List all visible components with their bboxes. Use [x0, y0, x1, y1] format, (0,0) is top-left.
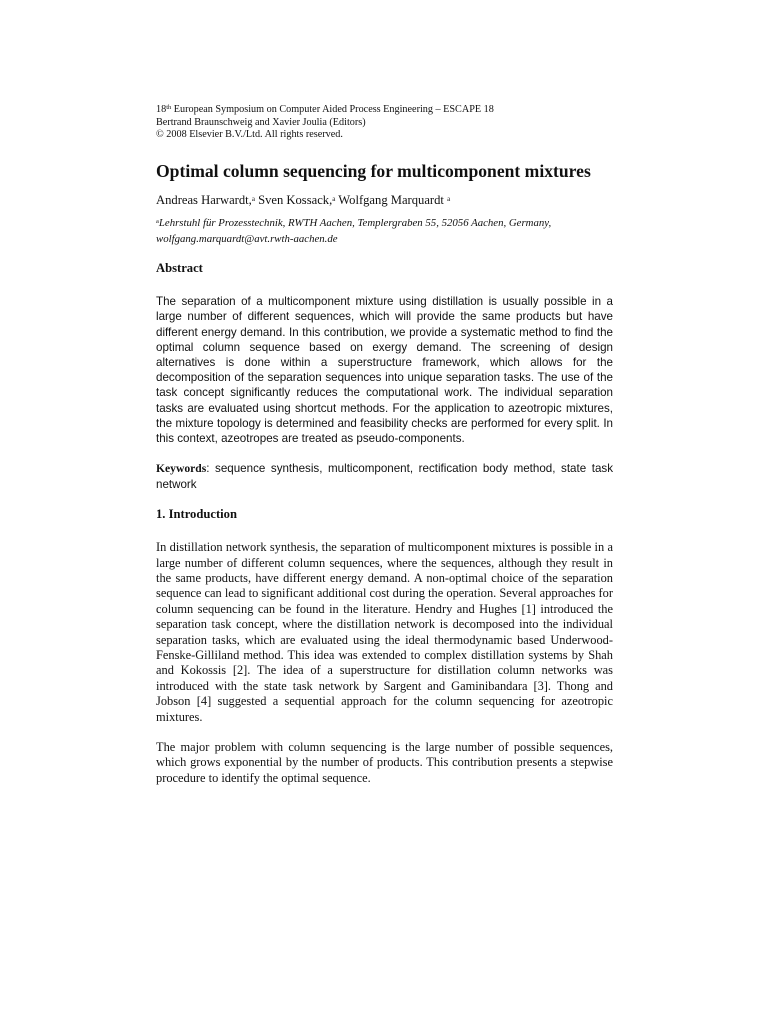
keywords: [156, 461, 613, 493]
author-affiliation-mark: a: [251, 195, 255, 204]
author-affiliation-mark: a: [447, 195, 451, 204]
introduction-paragraph-2: The major problem with column sequencing is the large number of possible sequences, which grows exponential by the number of products. This contribution presents a stepwise procedure to identify the optimal sequence.: [156, 740, 613, 785]
author-name: Wolfgang Marquardt: [335, 193, 448, 208]
keywords-text: : sequence synthesis, multicomponent, rectification body method, state task network: [156, 462, 613, 492]
introduction-heading: 1. Introduction: [156, 507, 237, 522]
paper-content: [156, 102, 613, 786]
keywords-label: Keywords: [156, 462, 207, 476]
header-line-1: [156, 102, 613, 117]
author-list: [156, 192, 613, 208]
header-conference-name: European Symposium on Computer Aided Process Engineering – ESCAPE 18: [171, 104, 494, 115]
paper-title: Optimal column sequencing for multicomponent mixtures: [156, 160, 591, 181]
abstract-text: The separation of a multicomponent mixture using distillation is usually possible in a large number of different sequences, which will provide the same products but have different energy demand. In this contribution, we provide a systematic method to find the optimal column sequence based on exergy demand. The screening of design alternatives is done within a superstructure framework, which allows for the decomposition of the separation sequences into unique separation tasks. The use of the task concept significantly reduces the computational work. The individual separation tasks are evaluated using shortcut methods. For the application to azeotropic mixtures, the mixture topology is determined and feasibility checks are performed for every split. In this context, azeotropes are treated as pseudo-components.: [156, 295, 613, 445]
header-edition-number: 18: [156, 104, 167, 115]
conference-header: [156, 102, 613, 142]
affiliation: [156, 214, 613, 247]
author-name: Sven Kossack,: [254, 193, 333, 208]
affiliation-text: Lehrstuhl für Prozesstechnik, RWTH Aachen, Templergraben 55, 52056 Aachen, Germany, wolfgang.marquardt@avt.rwth-aachen.de: [156, 217, 552, 245]
author-affiliation-mark: a: [332, 195, 336, 204]
introduction-paragraph-1: In distillation network synthesis, the separation of multicomponent mixtures is possible in a large number of different column sequences, where the sequences, although they result in the same products, have different energy demand. A non-optimal choice of the separation sequence can lead to significant additional cost during the operation. Several approaches for column sequencing can be found in the literature. Hendry and Hughes [1] introduced the separation task concept, where the distillation network is decomposed into the individual separation tasks, which are evaluated using the ideal thermodynamic based Underwood-Fenske-Gilliland method. This idea was extended to complex distillation systems by Shah and Kokossis [2]. The idea of a superstructure for distillation column networks was introduced with the state task network by Sargent and Gaminibandara [3]. Thong and Jobson [4] suggested a sequential approach for the column sequencing for azeotropic mixtures.: [156, 540, 613, 724]
abstract-heading: Abstract: [156, 261, 203, 276]
header-line-2: Bertrand Braunschweig and Xavier Joulia (Editors): [156, 116, 366, 128]
header-edition-suffix: th: [166, 104, 172, 111]
header-line-3: © 2008 Elsevier B.V./Ltd. All rights reserved.: [156, 129, 343, 141]
affiliation-mark: a: [156, 218, 159, 226]
author-name: Andreas Harwardt,: [156, 193, 252, 208]
